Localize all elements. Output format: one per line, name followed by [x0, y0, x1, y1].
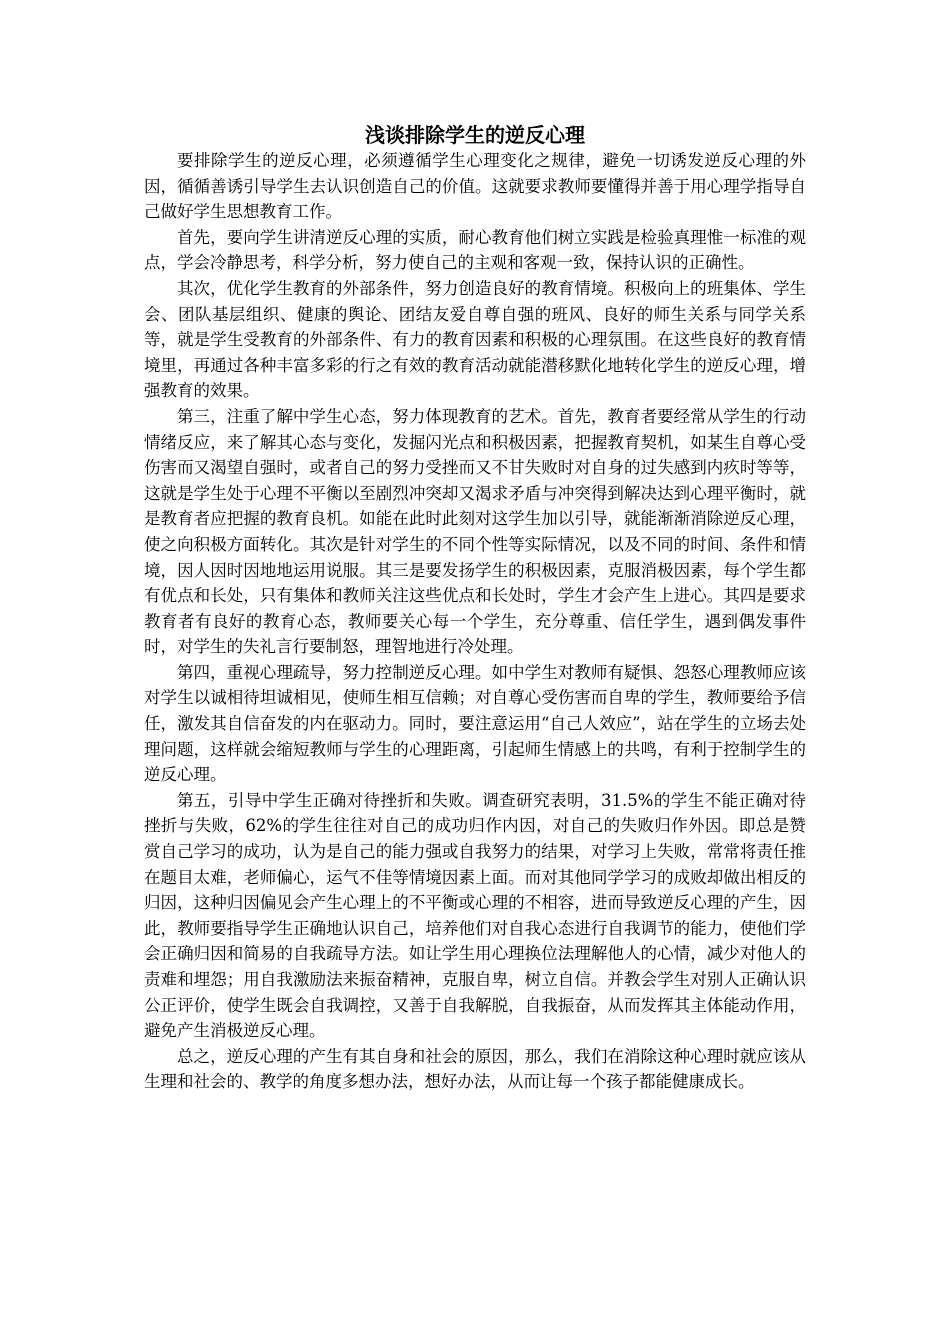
document-body [144, 148, 806, 1095]
paragraph-third: 第三，注重了解中学生心态，努力体现教育的艺术。首先，教育者要经常从学生的行动情绪反应，来了解其心态与变化，发掘闪光点和积极因素，把握教育契机，如某生自尊心受伤害而又渴望自强时，或者自己的努力受挫而又不甘失败时对自身的过失感到内疚时等等，这就是学生处于心理不平衡以至剧烈冲突却又渴求矛盾与冲突得到解决达到心理平衡时，就是教育者应把握的教育良机。如能在此时此刻对这学生加以引导，就能渐渐消除逆反心理，使之向积极方面转化。其次是针对学生的不同个性等实际情况，以及不同的时间、条件和情境，因人因时因地地运用说服。其三是要发扬学生的积极因素，克服消极因素，每个学生都有优点和长处，只有集体和教师关注这些优点和长处时，学生才会产生上进心。其四是要求教育者有良好的教育心态，教师要关心每一个学生，充分尊重、信任学生，遇到偶发事件时，对学生的失礼言行要制怒，理智地进行冷处理。 [144, 406, 806, 657]
paragraph-conclusion: 总之，逆反心理的产生有其自身和社会的原因，那么，我们在消除这种心理时就应该从生理和社会的、教学的角度多想办法，想好办法，从而让每一个孩子都能健康成长。 [144, 1046, 806, 1092]
document-title: 浅谈排除学生的逆反心理 [365, 123, 585, 147]
paragraph-fourth: 第四，重视心理疏导，努力控制逆反心理。如中学生对教师有疑惧、怨怒心理教师应该对学生以诚相待坦诚相见，使师生相互信赖；对自尊心受伤害而自卑的学生，教师要给予信任，激发其自信奋发的内在驱动力。同时，要注意运用“自己人效应”，站在学生的立场去处理问题，这样就会缩短教师与学生的心理距离，引起师生情感上的共鸣，有利于控制学生的逆反心理。 [144, 662, 806, 785]
paragraph-first: 首先，要向学生讲清逆反心理的实质，耐心教育他们树立实践是检验真理惟一标准的观点，学会冷静思考，科学分析，努力使自己的主观和客观一致，保持认识的正确性。 [144, 227, 806, 273]
paragraph-second: 其次，优化学生教育的外部条件，努力创造良好的教育情境。积极向上的班集体、学生会、团队基层组织、健康的舆论、团结友爱自尊自强的班风、良好的师生关系与同学关系等，就是学生受教育的外部条件、有力的教育因素和积极的心理氛围。在这些良好的教育情境里，再通过各种丰富多彩的行之有效的教育活动就能潜移默化地转化学生的逆反心理，增强教育的效果。 [144, 278, 806, 401]
paragraph-fifth: 第五，引导中学生正确对待挫折和失败。调查研究表明，31.5%的学生不能正确对待挫折与失败，62%的学生往往对自己的成功归作内因，对自己的失败归作外因。即总是赞赏自己学习的成功，认为是自己的能力强或自我努力的结果，对学习上失败，常常将责任推在题目太难，老师偏心，运气不佳等情境因素上面。而对其他同学学习的成败却做出相反的归因，这种归因偏见会产生心理上的不平衡或心理的不相容，进而导致逆反心理的产生，因此，教师要指导学生正确地认识自己，培养他们对自我心态进行自我调节的能力，使他们学会正确归因和简易的自我疏导方法。如让学生用心理换位法理解他人的心情，减少对他人的责难和埋怨；用自我激励法来振奋精神，克服自卑，树立自信。并教会学生对别人正确认识公正评价，使学生既会自我调控，又善于自我解脱，自我振奋，从而发挥其主体能动作用，避免产生消极逆反心理。 [144, 790, 806, 1041]
paragraph-intro: 要排除学生的逆反心理，必须遵循学生心理变化之规律，避免一切诱发逆反心理的外因，循循善诱引导学生去认识创造自己的价值。这就要求教师要懂得并善于用心理学指导自己做好学生思想教育工作。 [144, 151, 806, 222]
